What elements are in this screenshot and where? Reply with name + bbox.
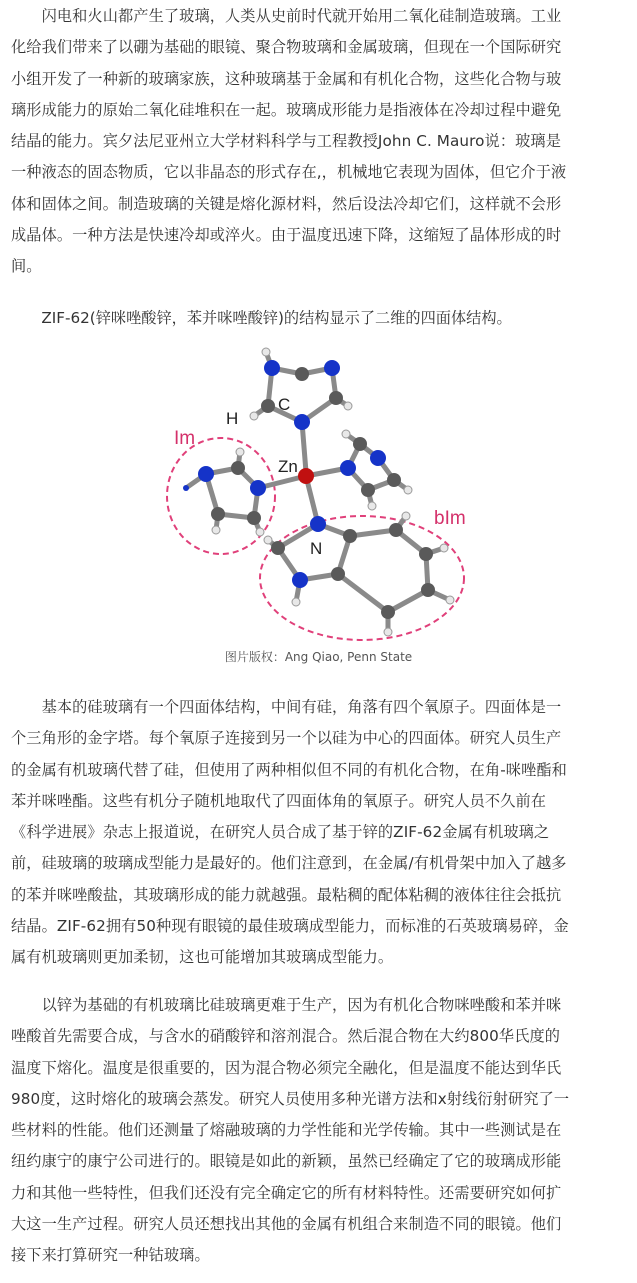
text-line: 唑酸首先需要合成，与含水的硝酸锌和溶剂混合。然后混合物在大约800华氏度的 bbox=[11, 1027, 561, 1046]
label-n: N bbox=[310, 539, 323, 558]
label-zn: Zn bbox=[278, 457, 298, 476]
text-line: 前，硅玻璃的玻璃成型能力是最好的。他们注意到，在金属/有机骨架中加入了越多 bbox=[11, 854, 567, 873]
figure-credit: 图片版权：Ang Qiao, Penn State bbox=[224, 650, 413, 664]
zif62-structure-figure bbox=[160, 340, 478, 650]
zinc-atom bbox=[298, 468, 314, 484]
text-line: 纽约康宁的康宁公司进行的。眼镜是如此的新颖，虽然已经确定了它的玻璃成形能 bbox=[11, 1152, 562, 1171]
text-line: 体和固体之间。制造玻璃的关键是熔化源材料，然后设法冷却它们，这样就不会形 bbox=[11, 194, 562, 213]
text-line: 基本的硅玻璃有一个四面体结构，中间有硅，角落有四个氧原子。四面体是一 bbox=[11, 698, 562, 716]
figure-intro-text: ZIF-62(锌咪唑酸锌，苯并咪唑酸锌)的结构显示了二维的四面体结构。 bbox=[11, 309, 512, 327]
nitrogen-atom-small bbox=[183, 485, 189, 491]
label-bim: bIm bbox=[434, 508, 466, 529]
text-line: 980度，这时熔化的玻璃会蒸发。研究人员使用多种光谱方法和x射线衍射研究了一 bbox=[11, 1089, 570, 1108]
text-line: 化给我们带来了以硼为基础的眼镜、聚合物玻璃和金属玻璃，但现在一个国际研究 bbox=[11, 38, 562, 57]
text-line: 结晶的能力。宾夕法尼亚州立大学材料科学与工程教授John C. Mauro说：玻璃是 bbox=[11, 132, 561, 151]
text-line: 《科学进展》杂志上报道说，在研究人员合成了基于锌的ZIF-62金属有机玻璃之 bbox=[11, 823, 550, 842]
text-line: 大这一生产过程。研究人员还想找出其他的金属有机组合来制造不同的眼镜。他们 bbox=[11, 1215, 562, 1234]
text-line: 成晶体。一种方法是快速冷却或淬火。由于温度迅速下降，这缩短了晶体形成的时 bbox=[11, 226, 562, 245]
text-line: 苯并咪唑酯。这些有机分子随机地取代了四面体角的氧原子。研究人员不久前在 bbox=[11, 791, 547, 810]
text-line: 的金属有机玻璃代替了硅，但使用了两种相似但不同的有机化合物，在角-咪唑酯和 bbox=[11, 760, 567, 779]
text-line: 个三角形的金字塔。每个氧原子连接到另一个以硅为中心的四面体。研究人员生产 bbox=[11, 729, 562, 748]
text-line: 接下来打算研究一种钴玻璃。 bbox=[11, 1246, 210, 1265]
paragraph-3 bbox=[11, 692, 623, 974]
paragraph-1 bbox=[11, 1, 623, 283]
text-line: 属有机玻璃则更加柔韧，这也可能增加其玻璃成型能力。 bbox=[11, 948, 394, 967]
text-line: 结晶。ZIF-62拥有50种现有眼镜的最佳玻璃成型能力，而标准的石英玻璃易碎，金 bbox=[11, 917, 569, 936]
text-line: 闪电和火山都产生了玻璃，人类从史前时代就开始用二氧化硅制造玻璃。工业 bbox=[11, 7, 562, 25]
label-c: C bbox=[278, 395, 291, 414]
paragraph-4 bbox=[11, 990, 623, 1272]
text-line: 温度下熔化。温度是很重要的，因为混合物必须完全融化，但是温度不能达到华氏 bbox=[11, 1058, 562, 1077]
label-im: Im bbox=[174, 428, 196, 449]
label-h: H bbox=[226, 409, 239, 428]
text-line: 些材料的性能。他们还测量了熔融玻璃的力学性能和光学传输。其中一些测试是在 bbox=[11, 1121, 562, 1140]
text-line: 间。 bbox=[11, 257, 42, 276]
text-line: 小组开发了一种新的玻璃家族，这种玻璃基于金属和有机化合物，这些化合物与玻 bbox=[11, 69, 562, 88]
text-line: 以锌为基础的有机玻璃比硅玻璃更难于生产，因为有机化合物咪唑酸和苯并咪 bbox=[11, 996, 562, 1014]
text-line: 的苯并咪唑酸盐，其玻璃形成的能力就越强。最粘稠的配体粘稠的液体往往会抵抗 bbox=[11, 885, 562, 904]
text-line: 璃形成能力的原始二氧化硅堆积在一起。玻璃成形能力是指液体在冷却过程中避免 bbox=[11, 100, 562, 119]
text-line: 力和其他一些特性，但我们还没有完全确定它的所有材料特性。还需要研究如何扩 bbox=[11, 1183, 562, 1202]
text-line: 一种液态的固态物质，它以非晶态的形式存在,，机械地它表现为固体，但它介于液 bbox=[11, 163, 567, 182]
